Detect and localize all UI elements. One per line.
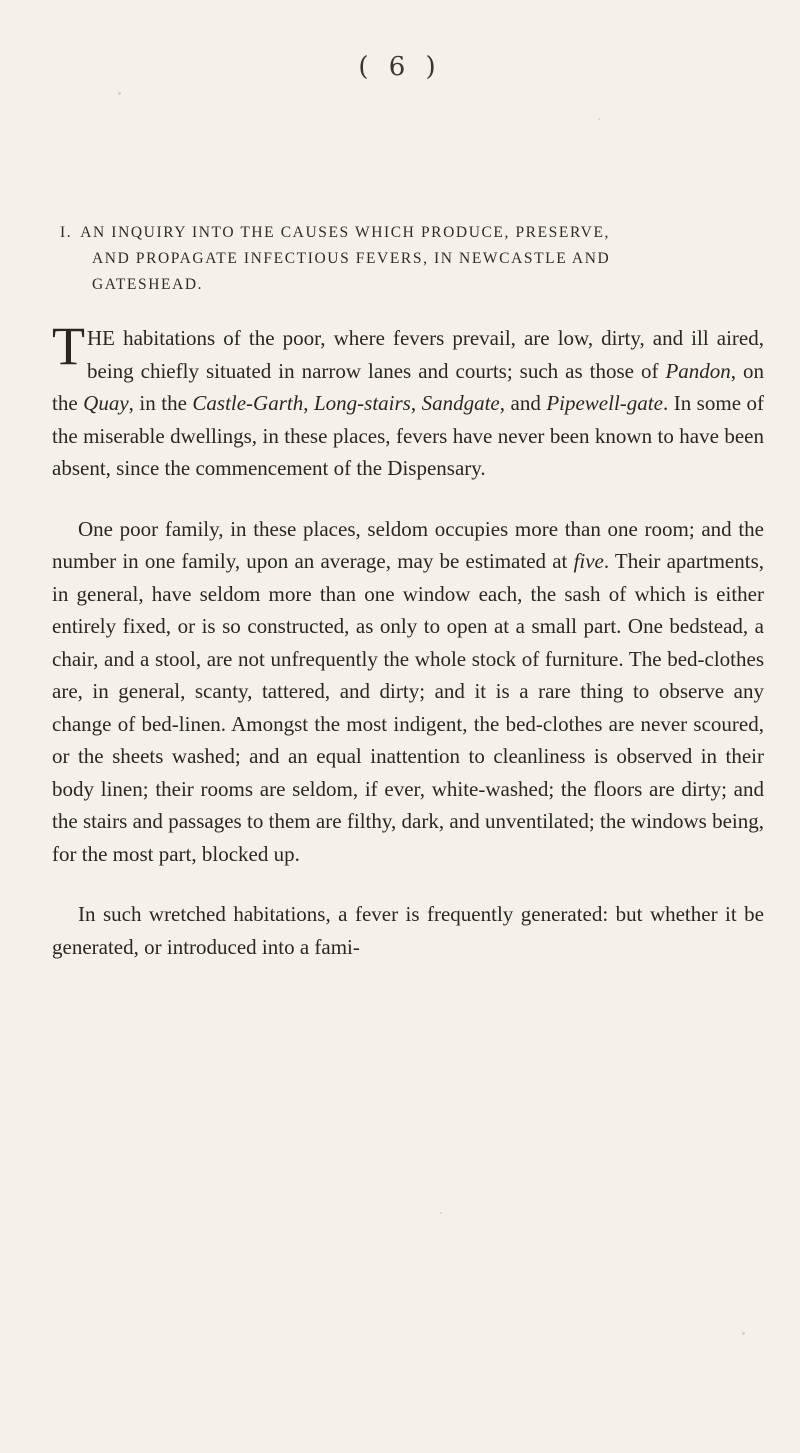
paragraph-1-text-b: , on the bbox=[52, 358, 765, 415]
section-number: I. bbox=[60, 224, 73, 241]
paragraph-2-text-a: One poor family, in these places, seldom occupies more than one room; and the number in one family, upon an average, may be estimated at bbox=[52, 516, 764, 573]
section-heading bbox=[60, 220, 760, 298]
place-name-castle-garth: Castle-Garth bbox=[192, 391, 304, 415]
paragraph-1-text-e: , bbox=[410, 391, 422, 415]
page-number: ( 6 ) bbox=[358, 52, 442, 82]
paragraph-1 bbox=[52, 316, 765, 485]
body-text bbox=[52, 316, 765, 963]
paragraph-1-text-a: habitations of the poor, where fevers prevail, are low, dirty, and ill aired, being chiefly situated in narrow lanes and courts; such as those of bbox=[87, 326, 764, 383]
place-name-long-stairs: Long-stairs bbox=[313, 391, 411, 415]
paper-speck bbox=[598, 118, 600, 120]
place-name-quay: Quay bbox=[83, 391, 129, 415]
place-name-pipewell-gate: Pipewell-gate bbox=[546, 391, 663, 415]
paragraph-2-text-b: . Their apartments, in general, have seldom more than one window each, the sash of which is either entirely fixed, or is so constructed, as only to open at a small part. One bedstead, a chair, and a stool, are not unfrequently the whole stock of furniture. The bed-clothes are, in general, scanty, tattered, and dirty; and it is a rare thing to observe any change of bed-linen. Amongst the most indigent, the bed-clothes are never scoured, or the sheets washed; and an equal inattention to cleanliness is observed in their body linen; their rooms are seldom, if ever, white-washed; the floors are dirty; and the stairs and passages to them are filthy, dark, and unventilated; the windows being, for the most part, blocked up. bbox=[52, 549, 764, 866]
paragraph-2 bbox=[52, 513, 764, 871]
emphasis-five: five bbox=[573, 549, 604, 573]
paragraph-1-text-g: . In some of the miserable dwellings, in these places, fevers have never been known to have been absent, since the commencement of the Dispensary. bbox=[52, 391, 765, 480]
heading-line-2: AND PROPAGATE INFECTIOUS FEVERS, IN NEWCASTLE AND bbox=[92, 250, 611, 267]
heading-line-1 bbox=[60, 220, 760, 246]
place-name-sandgate: Sandgate bbox=[421, 391, 500, 415]
paragraph-1-text-c: , in the bbox=[128, 391, 193, 415]
paragraph-1-text-d: , bbox=[303, 391, 314, 415]
heading-line-3: GATESHEAD. bbox=[92, 276, 204, 293]
paper-speck bbox=[440, 1212, 442, 1214]
opening-word: HE bbox=[87, 326, 115, 350]
paragraph-3: In such wretched habitations, a fever is frequently generated: but whether it be generated, or introduced into a fami- bbox=[52, 902, 764, 959]
paper-speck bbox=[118, 92, 121, 95]
drop-cap: T bbox=[52, 316, 85, 376]
heading-text-1: AN INQUIRY INTO THE CAUSES WHICH PRODUCE, PRESERVE, bbox=[80, 224, 610, 241]
place-name-pandon: Pandon bbox=[665, 358, 731, 383]
paper-speck bbox=[742, 1332, 745, 1335]
paragraph-1-text-f: , and bbox=[499, 391, 547, 415]
